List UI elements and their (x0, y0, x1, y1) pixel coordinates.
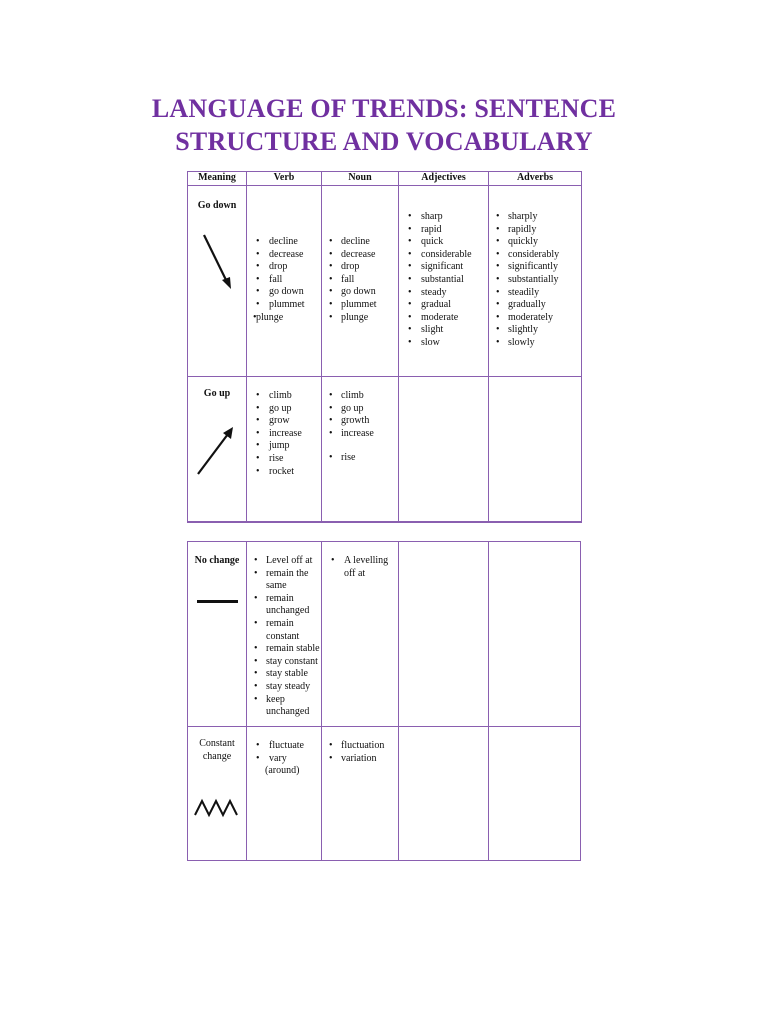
list-item: • decrease (322, 249, 398, 262)
list-item: • steady (399, 287, 488, 300)
meaning-constant-change-line-1: Constant (199, 738, 235, 749)
adverbs-no-change (489, 542, 581, 727)
list-item: • quick (399, 236, 488, 249)
list-item-continued: unchanged (266, 706, 310, 718)
title-line-2: STRUCTURE AND VOCABULARY (175, 127, 593, 156)
list-item: • sharply (489, 211, 581, 224)
verbs-no-change-list (247, 555, 321, 719)
list-item: • drop (322, 261, 398, 274)
meaning-go-down (188, 186, 247, 377)
list-item: • jump (247, 440, 321, 453)
list-item: • remain (247, 593, 321, 606)
list-item: • go down (247, 286, 321, 299)
list-item: • grow (247, 415, 321, 428)
list-item: • go up (247, 403, 321, 416)
list-item: • stay stable (247, 668, 321, 681)
down-arrow-icon (198, 232, 238, 292)
title-line-1: LANGUAGE OF TRENDS: SENTENCE (151, 94, 617, 123)
list-item-continued: same (266, 580, 287, 592)
verbs-no-change (247, 542, 322, 727)
list-item: • rapid (399, 224, 488, 237)
list-item: • rapidly (489, 224, 581, 237)
list-item: • drop (247, 261, 321, 274)
meaning-go-down-label: Go down (197, 200, 237, 211)
header-adjectives: Adjectives (399, 172, 489, 186)
list-item: • substantially (489, 274, 581, 287)
list-item: • fluctuate (247, 740, 321, 753)
list-item: • plummet (322, 299, 398, 312)
trends-table-top (187, 171, 582, 523)
list-item: • fall (322, 274, 398, 287)
list-item-continued: unchanged (266, 605, 310, 617)
list-item: • considerably (489, 249, 581, 262)
row-go-up (188, 377, 582, 522)
list-item: • moderately (489, 312, 581, 325)
list-item: • plummet (247, 299, 321, 312)
list-item: • remain stable (247, 643, 321, 656)
list-item: • gradual (399, 299, 488, 312)
list-item: • slightly (489, 324, 581, 337)
meaning-constant-change-label (188, 727, 246, 763)
list-item: • stay constant (247, 656, 321, 669)
list-item: • decline (247, 236, 321, 249)
list-item: • steadily (489, 287, 581, 300)
list-item: • plunge (322, 312, 398, 325)
header-noun: Noun (322, 172, 399, 186)
list-item-continued: (around) (265, 765, 300, 777)
adverbs-go-down (489, 186, 582, 377)
header-verb: Verb (247, 172, 322, 186)
nouns-constant-change (322, 727, 399, 861)
list-item: • stay steady (247, 681, 321, 694)
list-item: • fall (247, 274, 321, 287)
meaning-no-change-label: No change (194, 555, 240, 566)
list-item: • moderate (399, 312, 488, 325)
list-item: • rocket (247, 466, 321, 479)
list-item: • increase (247, 428, 321, 441)
up-arrow-icon (195, 424, 237, 478)
page-title (0, 92, 768, 158)
meaning-go-up-label: Go up (203, 388, 231, 399)
list-item: • keep (247, 694, 321, 707)
adverbs-constant-change (489, 727, 581, 861)
zigzag-icon (193, 797, 239, 819)
meaning-go-up (188, 377, 247, 522)
header-meaning: Meaning (188, 172, 247, 186)
list-item: • growth (322, 415, 398, 428)
verbs-go-down (247, 186, 322, 377)
meaning-constant-change (188, 727, 247, 861)
list-item: • slow (399, 337, 488, 350)
adjectives-list (399, 211, 488, 350)
header-row (188, 172, 582, 186)
nouns-no-change-list (322, 555, 398, 580)
verbs-go-down-list (247, 236, 321, 324)
list-item: • decrease (247, 249, 321, 262)
nouns-go-up (322, 377, 399, 522)
list-item: • significantly (489, 261, 581, 274)
meaning-constant-change-line-2: change (202, 750, 232, 762)
list-item: • sharp (399, 211, 488, 224)
header-adverbs: Adverbs (489, 172, 582, 186)
adjectives-go-up (399, 377, 489, 522)
adjectives-go-down (399, 186, 489, 377)
row-constant-change (188, 727, 581, 861)
list-item: • fluctuation (322, 740, 398, 753)
list-item: • rise (247, 453, 321, 466)
nouns-go-up-list (322, 390, 398, 440)
list-item: • slowly (489, 337, 581, 350)
nouns-go-up-list-extra (322, 452, 398, 465)
list-item: • slight (399, 324, 488, 337)
list-item: • remain (247, 618, 321, 631)
verbs-constant-change (247, 727, 322, 861)
list-item: • substantial (399, 274, 488, 287)
adverbs-list (489, 211, 581, 350)
row-no-change (188, 542, 581, 727)
list-item: • go down (322, 286, 398, 299)
list-item-continued: constant (266, 630, 300, 642)
list-item: • increase (322, 428, 398, 441)
horizontal-line-icon (196, 599, 240, 605)
trends-table-bottom (187, 541, 581, 861)
list-item: • considerable (399, 249, 488, 262)
list-item: • plunge (247, 312, 321, 325)
list-item: • gradually (489, 299, 581, 312)
meaning-no-change (188, 542, 247, 727)
list-item-continued: off at (344, 567, 366, 579)
nouns-constant-change-list (322, 740, 398, 765)
nouns-go-down-list (322, 236, 398, 324)
nouns-no-change (322, 542, 399, 727)
nouns-go-down (322, 186, 399, 377)
adverbs-go-up (489, 377, 582, 522)
list-item: • variation (322, 753, 398, 766)
adjectives-constant-change (399, 727, 489, 861)
list-item: • decline (322, 236, 398, 249)
row-go-down (188, 186, 582, 377)
list-item: • rise (322, 452, 398, 465)
list-item: • climb (247, 390, 321, 403)
verbs-go-up-list (247, 390, 321, 478)
list-item: • A levelling (322, 555, 398, 568)
list-item: • climb (322, 390, 398, 403)
adjectives-no-change (399, 542, 489, 727)
verbs-go-up (247, 377, 322, 522)
list-item: • significant (399, 261, 488, 274)
verbs-constant-change-list (247, 740, 321, 778)
list-item: • vary (247, 753, 321, 766)
list-item: • Level off at (247, 555, 321, 568)
list-item: • quickly (489, 236, 581, 249)
list-item: • remain the (247, 568, 321, 581)
list-item: • go up (322, 403, 398, 416)
